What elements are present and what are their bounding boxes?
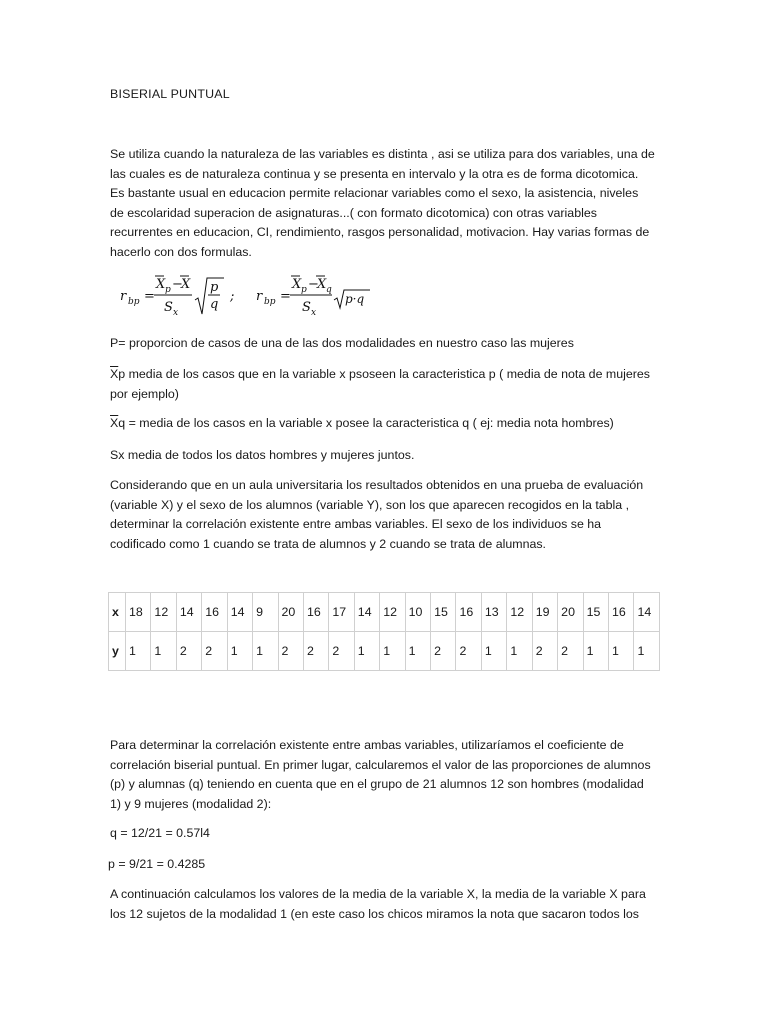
formula-separator: ; [230, 289, 235, 304]
table-cell-x: 18 [126, 593, 151, 632]
table-cell-y: 1 [253, 632, 278, 671]
table-cell-x: 14 [227, 593, 252, 632]
table-cell-x: 14 [634, 593, 660, 632]
table-cell-y: 2 [532, 632, 557, 671]
xp-bar-symbol: $\overline{X}$ [110, 367, 119, 381]
table-cell-y: 2 [456, 632, 481, 671]
svg-text:−: − [172, 277, 183, 292]
formula1-lhs: r [120, 289, 127, 304]
table-cell-y: 2 [303, 632, 328, 671]
table-cell-y: 2 [329, 632, 354, 671]
table-cell-x: 15 [583, 593, 608, 632]
table-cell-x: 19 [532, 593, 557, 632]
formula1-den: S [164, 300, 173, 315]
p-calculation: p = 9/21 = 0.4285 [108, 857, 206, 871]
row-label-y: y [109, 632, 126, 671]
definition-xq-text: q = media de los casos en la variable x posee la caracteristica q ( ej: media nota hombres) [118, 416, 614, 430]
formula2-num-b: X [317, 277, 327, 292]
table-cell-x: 14 [354, 593, 379, 632]
formula2-num-b-sub: q [326, 285, 332, 295]
table-cell-x: 15 [431, 593, 456, 632]
table-cell-x: 14 [176, 593, 201, 632]
table-cell-y: 1 [405, 632, 430, 671]
table-cell-y: 1 [583, 632, 608, 671]
table-cell-y: 1 [507, 632, 532, 671]
table-cell-x: 16 [456, 593, 481, 632]
formula2-lhs-sub: bp [264, 297, 276, 307]
table-row-y [109, 632, 660, 671]
table-cell-y: 2 [558, 632, 583, 671]
q-calculation: q = 12/21 = 0.57l4 [110, 826, 210, 840]
table-cell-y: 1 [126, 632, 151, 671]
definition-xp [110, 365, 655, 404]
table-cell-y: 1 [151, 632, 176, 671]
svg-text:=: = [144, 289, 155, 304]
table-cell-x: 10 [405, 593, 430, 632]
table-cell-y: 1 [227, 632, 252, 671]
table-cell-x: 17 [329, 593, 354, 632]
formula1-num-a: X [156, 277, 166, 292]
svg-text:=: = [280, 289, 291, 304]
problem-statement: Considerando que en un aula universitaria los resultados obtenidos en una prueba de evaluación (variable X) y el sexo de los alumnos (variable Y), son los que aparecen recogidos en la tabla , determinar la correlación existente entre ambas variables. El sexo de los individuos se ha codificado como 1 cuando se trata de alumnos y 2 cuando se trata de alumnas. [110, 478, 644, 551]
table-cell-y: 1 [354, 632, 379, 671]
definition-p: P= proporcion de casos de una de las dos modalidades en nuestro caso las mujeres [110, 336, 574, 350]
formula2-den: S [302, 300, 311, 315]
table-cell-y: 1 [481, 632, 506, 671]
table-row-x [109, 593, 660, 632]
table-cell-y: 1 [380, 632, 405, 671]
formula1-lhs-sub: bp [128, 297, 140, 307]
table-cell-y: 2 [202, 632, 227, 671]
formula2-root: p·q [345, 292, 365, 306]
table-cell-x: 9 [253, 593, 278, 632]
formula2-num-a: X [292, 277, 302, 292]
table-cell-x: 20 [278, 593, 303, 632]
formula1-num-a-sub: p [165, 285, 171, 295]
definition-sx: Sx media de todos los datos hombres y mujeres juntos. [110, 448, 415, 462]
row-label-x: x [109, 593, 126, 632]
intro-paragraph: Se utiliza cuando la naturaleza de las variables es distinta , asi se utiliza para dos variables, una de las cuales es de naturaleza continua y se presenta en intervalo y la otra es de forma dicotomica. Es bastante usual en educacion permite relacionar variables como el sexo, la asistencia, niveles de escolaridad superacion de asignaturas...( con formato dicotomica) con otras variables recurrentes en educacion, CI, rendimiento, rasgos personalidad, motivacion. Hay varias formas de hacerlo con dos formulas. [110, 147, 655, 259]
table-cell-x: 13 [481, 593, 506, 632]
table-cell-y: 2 [176, 632, 201, 671]
xq-bar-symbol: $\overline{X}$ [110, 416, 119, 430]
definition-xq [110, 414, 655, 434]
table-cell-y: 2 [278, 632, 303, 671]
table-cell-x: 16 [303, 593, 328, 632]
table-cell-x: 20 [558, 593, 583, 632]
formula2-den-sub: x [311, 308, 317, 318]
svg-text:−: − [308, 277, 319, 292]
document-title: BISERIAL PUNTUAL [110, 87, 230, 101]
biserial-formula-image [118, 270, 378, 320]
formula1-den-sub: x [173, 308, 179, 318]
formula1-num-b: X [181, 277, 191, 292]
table-cell-x: 16 [202, 593, 227, 632]
formula1-root-den: q [210, 297, 219, 312]
data-table [108, 592, 660, 671]
correlation-paragraph: Para determinar la correlación existente entre ambas variables, utilizaríamos el coeficiente de correlación biserial puntual. En primer lugar, calcularemos el valor de las proporciones de alumnos (p) y alumnas (q) teniendo en cuenta que en el grupo de 21 alumnos 12 son hombres (modalidad 1) y 9 mujeres (modalidad 2): [110, 738, 651, 811]
table-cell-x: 12 [380, 593, 405, 632]
table-cell-y: 2 [431, 632, 456, 671]
definition-xp-text: p media de los casos que en la variable x psoseen la caracteristica p ( media de nota de mujeres por ejemplo) [110, 367, 650, 401]
table-cell-x: 12 [507, 593, 532, 632]
formula2-lhs: r [256, 289, 263, 304]
table-cell-x: 16 [609, 593, 634, 632]
formula2-num-a-sub: p [301, 285, 307, 295]
table-cell-x: 12 [151, 593, 176, 632]
mean-paragraph: A continuación calculamos los valores de la media de la variable X, la media de la variable X para los 12 sujetos de la modalidad 1 (en este caso los chicos miramos la nota que sacaron todos los [110, 887, 646, 921]
formula1-root-num: p [210, 280, 219, 295]
table-cell-y: 1 [634, 632, 660, 671]
table-cell-y: 1 [609, 632, 634, 671]
